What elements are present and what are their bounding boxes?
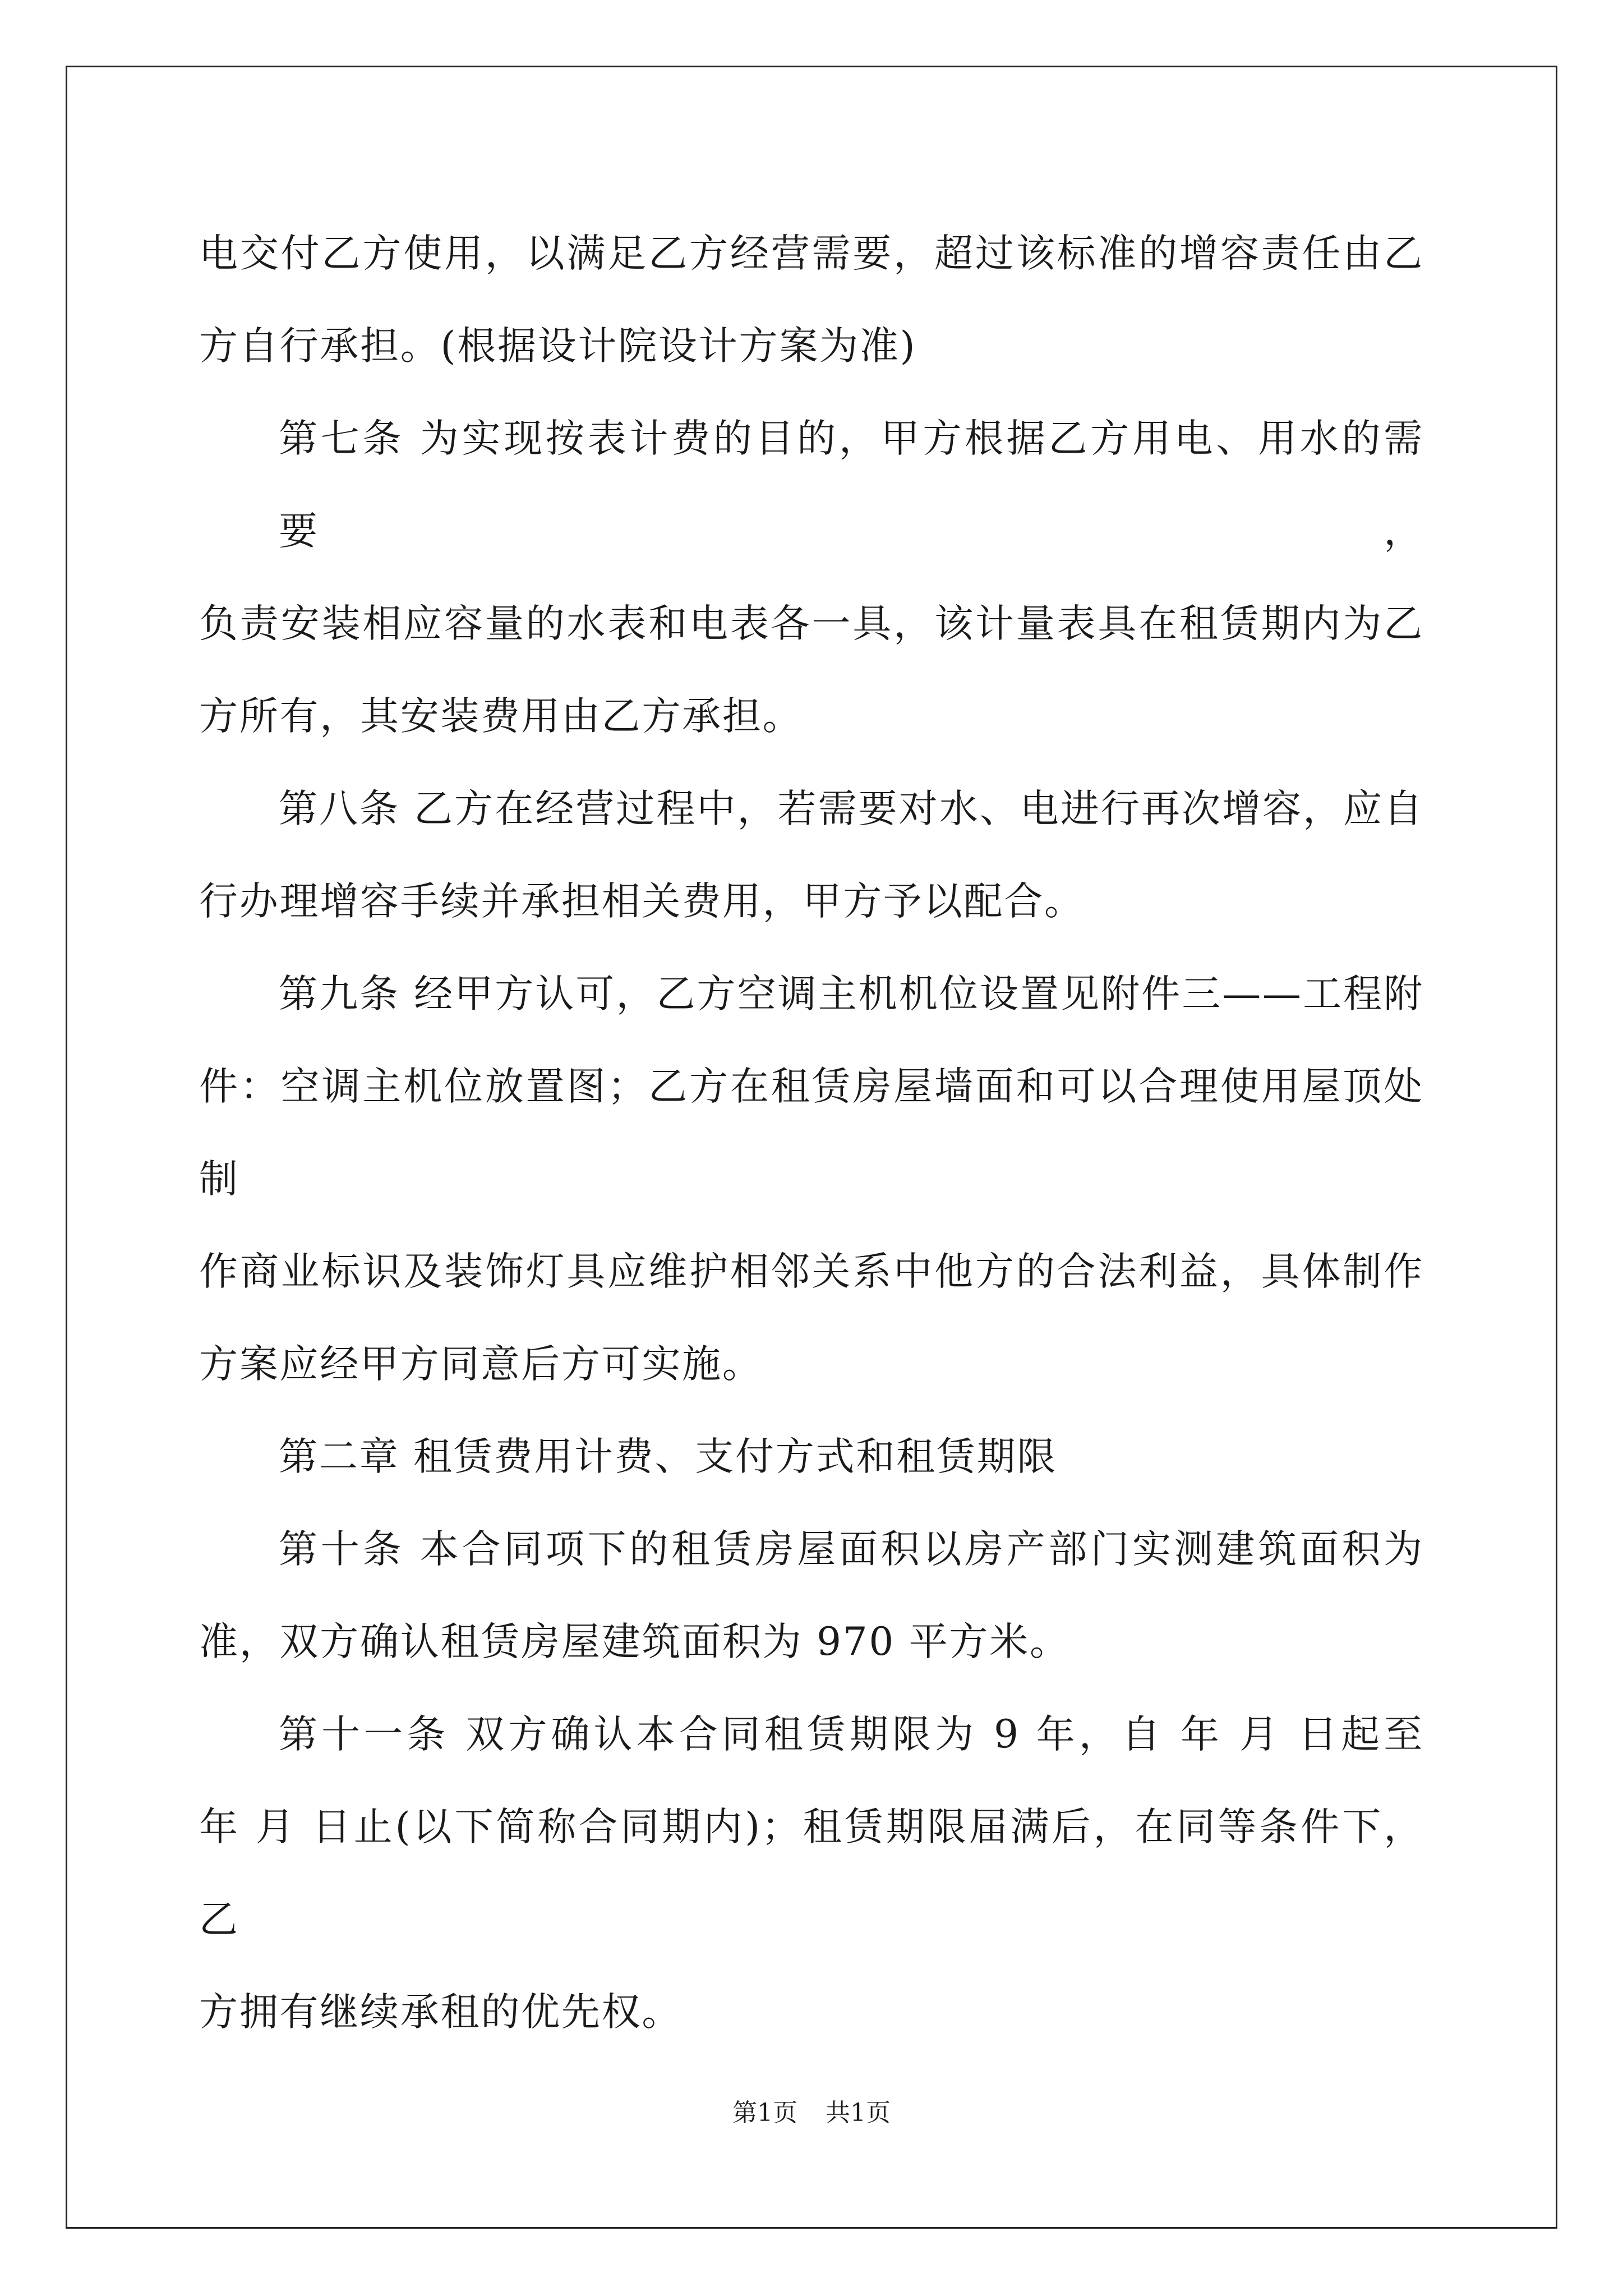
chapter-2-heading [199,1411,1424,1503]
text-line: 电交付乙方使用，以满足乙方经营需要，超过该标准的增容责任由乙 [199,231,1424,276]
text-line: 第十条 本合同项下的租赁房屋面积以房产部门实测建筑面积为 [279,1527,1424,1572]
text-line: 方拥有继续承租的优先权。 [199,1990,683,2035]
page-footer [0,2092,1623,2128]
text-line: 第八条 乙方在经营过程中，若需要对水、电进行再次增容，应自 [279,786,1424,831]
article-9-continued [199,1041,1424,1411]
text-line: 负责安装相应容量的水表和电表各一具，该计量表具在租赁期内为乙 [199,601,1424,646]
text-line: 第十一条 双方确认本合同租赁期限为 9 年，自 年 月 日起至 [279,1712,1424,1757]
text-line: 第七条 为实现按表计费的目的，甲方根据乙方用电、用水的需要， [279,416,1424,554]
article-10-continued [199,1596,1424,1688]
article-8-continued [199,855,1424,948]
page-number: 第1页 [732,2099,797,2127]
text-line: 年 月 日止(以下简称合同期内)；租赁期限届满后，在同等条件下，乙 [199,1805,1424,1942]
article-11-continued [199,1781,1424,2059]
text-line: 作商业标识及装饰灯具应维护相邻关系中他方的合法利益，具体制作 [199,1249,1424,1294]
article-10 [199,1503,1424,1596]
article-7-continued [199,578,1424,763]
text-line: 方案应经甲方同意后方可实施。 [199,1342,763,1387]
text-line: 第九条 经甲方认可，乙方空调主机机位设置见附件三——工程附 [279,972,1424,1016]
text-line: 准，双方确认租赁房屋建筑面积为 970 平方米。 [199,1619,1070,1664]
page-total: 共1页 [826,2099,891,2127]
text-line: 方所有，其安装费用由乙方承担。 [199,694,803,739]
text-line: 件：空调主机位放置图；乙方在租赁房屋墙面和可以合理使用屋顶处制 [199,1064,1424,1202]
text-line: 行办理增容手续并承担相关费用，甲方予以配合。 [199,879,1085,924]
article-8 [199,763,1424,855]
article-9 [199,948,1424,1041]
paragraph-continuation [199,208,1424,393]
document-body [199,208,1424,2059]
text-line: 方自行承担。(根据设计院设计方案为准) [199,324,917,369]
article-11 [199,1688,1424,1781]
text-line: 第二章 租赁费用计费、支付方式和租赁期限 [279,1434,1058,1479]
article-7 [199,393,1424,578]
